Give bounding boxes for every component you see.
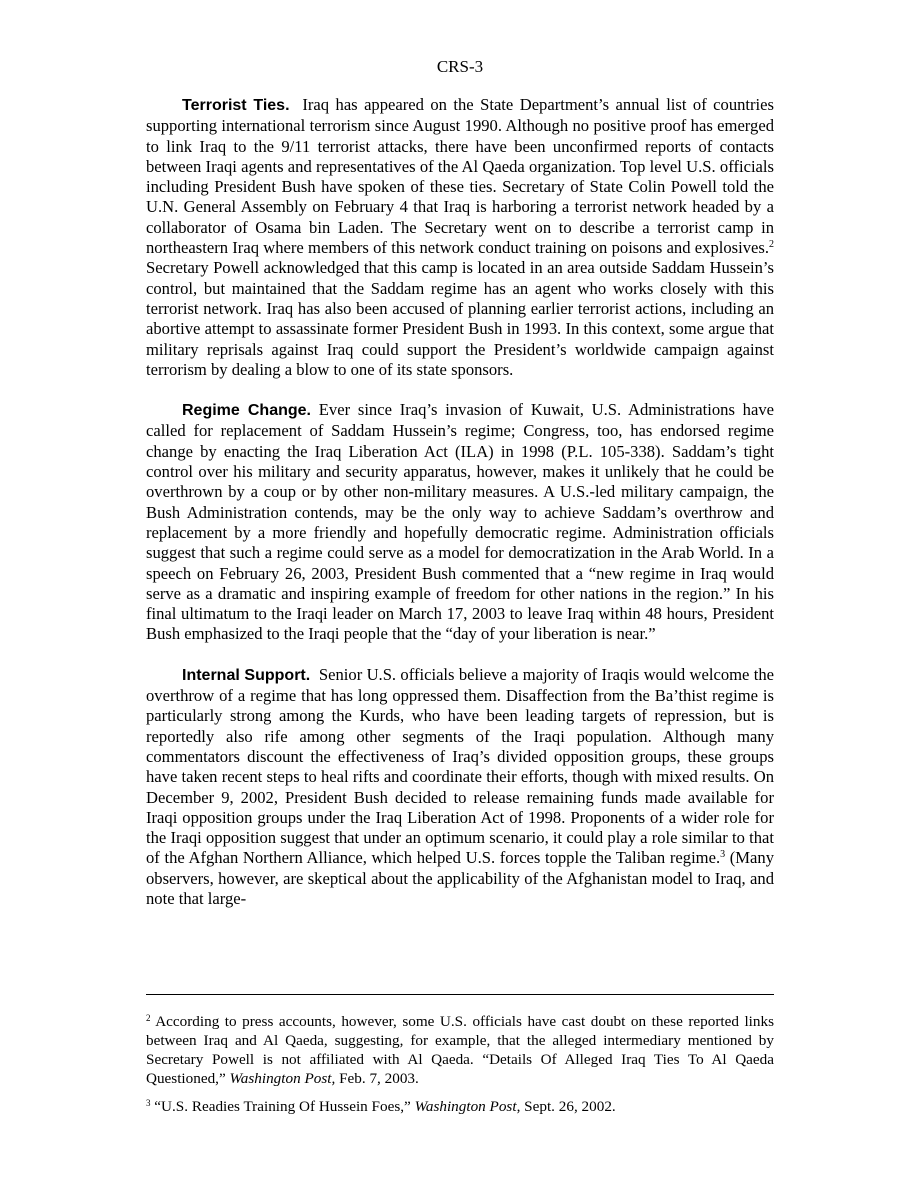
paragraph-internal-support [146, 665, 774, 910]
section-heading: Internal Support. [182, 666, 311, 684]
footnote-number: 2 [146, 1013, 151, 1023]
footnote-divider [146, 994, 774, 995]
footnote-text: According to press accounts, however, some U.S. officials have cast doubt on these reported links between Iraq and Al Qaeda, suggesting, for example, that the alleged intermediary mentioned by Secretary Powell is not affiliated with Al Qaeda. “Details Of Alleged Iraq Ties To Al Qaeda Questioned,” [146, 1013, 774, 1087]
footnote-number: 3 [146, 1098, 151, 1108]
paragraph-text: Senior U.S. officials believe a majority of Iraqis would welcome the overthrow of a regime that has long oppressed them. Disaffection from the Ba’thist regime is particularly strong among the Kurds, who have been leading targets of repression, but is reportedly also rife among other segments of the Iraqi population. Although many commentators discount the effectiveness of Iraq’s divided opposition groups, these groups have taken recent steps to heal rifts and coordinate their efforts, though with mixed results. On December 9, 2002, President Bush decided to release remaining funds made available for Iraqi opposition groups under the Iraq Liberation Act of 1998. Proponents of a wider role for the Iraqi opposition suggest that under an optimum scenario, it could play a role similar to that of the Afghan Northern Alliance, which helped U.S. forces topple the Taliban regime. [146, 664, 775, 868]
footnote-reference[interactable]: 2 [769, 239, 774, 251]
section-heading: Regime Change. [182, 402, 311, 420]
body-text [146, 95, 774, 929]
page-number: CRS-3 [436, 57, 484, 76]
footnote-text: “U.S. Readies Training Of Hussein Foes,” [154, 1098, 411, 1115]
paragraph-text: (Many observers, however, are skeptical about the applicability of the Afghanistan model to Iraq, and note that large- [146, 848, 774, 908]
paragraph-text: Secretary Powell acknowledged that this camp is located in an area outside Saddam Hussein’s control, but maintained that the Saddam regime has an agent who works closely with this terrorist network. Iraq has also been accused of planning earlier terrorist actions, including an abortive attempt to assassinate former President Bush in 1993. In this context, some argue that military reprisals against Iraq could support the President’s worldwide campaign against terrorism by dealing a blow to one of its state sponsors. [146, 258, 774, 379]
footnote-reference[interactable]: 3 [720, 849, 726, 861]
footnote-3 [146, 1097, 774, 1116]
footnote-2 [146, 1012, 774, 1088]
paragraph-text: Ever since Iraq’s invasion of Kuwait, U.S. Administrations have called for replacement of Saddam Hussein’s regime; Congress, too, has endorsed regime change by enacting the Iraq Liberation Act (ILA) in 1998 (P.L. 105-338). Saddam’s tight control over his military and security apparatus, however, makes it unlikely that he could be overthrown by a coup or by other non-military measures. A U.S.-led military campaign, the Bush Administration contends, may be the only way to achieve Saddam’s overthrow and replacement by a more friendly and hopefully democratic regime. Administration officials suggest that such a regime could serve as a model for democratization in the Arab World. In a speech on February 26, 2003, President Bush commented that a “new regime in Iraq would serve as a dramatic and inspiring example of freedom for other nations in the region.” In his final ultimatum to the Iraqi leader on March 17, 2003 to leave Iraq within 48 hours, President Bush emphasized to the Iraqi people that the “day of your liberation is near.” [146, 400, 775, 644]
footnote-source: Washington Post [414, 1098, 517, 1115]
footnote-date: , Sept. 26, 2002. [516, 1098, 616, 1115]
footnote-date: Feb. 7, 2003. [339, 1070, 419, 1087]
paragraph-terrorist-ties [146, 95, 774, 380]
section-heading: Terrorist Ties. [182, 97, 290, 114]
paragraph-regime-change [146, 400, 774, 645]
footnote-source: Washington Post, [229, 1070, 336, 1087]
paragraph-text: Iraq has appeared on the State Department’s annual list of countries supporting international terrorism since August 1990. Although no positive proof has emerged to link Iraq to the 9/11 terrorist attacks, there have been unconfirmed reports of contacts between Iraqi agents and representatives of the Al Qaeda organization. Top level U.S. officials including President Bush have spoken of these ties. Secretary of State Colin Powell told the U.N. General Assembly on February 4 that Iraq is harboring a terrorist network headed by a collaborator of Osama bin Laden. The Secretary went on to describe a terrorist camp in northeastern Iraq where members of this network conduct training on poisons and explosives. [146, 95, 774, 258]
footnotes [146, 1012, 774, 1125]
